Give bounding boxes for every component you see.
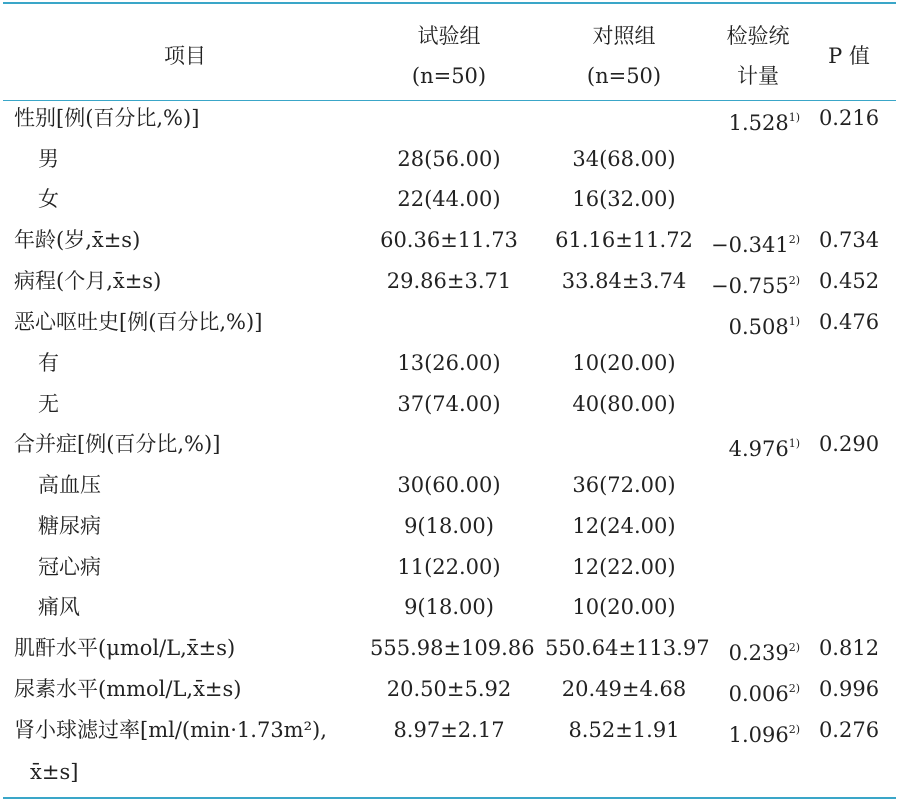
stat-value: 4.976$^{1)}$ [728, 437, 800, 461]
footnote-marker: 2) [788, 641, 800, 654]
bottom-rule [3, 797, 896, 799]
table-row [0, 302, 900, 342]
ctl-value: 33.84±3.74 [561, 269, 687, 293]
row-label: 病程(个月,x̄±s) [14, 269, 162, 293]
table-row [0, 343, 900, 383]
row-label: 无 [38, 392, 59, 416]
row-label: 性别[例(百分比,%)] [14, 106, 200, 130]
row-label: 年龄(岁,x̄±s) [14, 228, 141, 252]
p-value: 0.476 [818, 310, 880, 334]
row-label: 合并症[例(百分比,%)] [14, 432, 221, 456]
p-value: 0.452 [818, 269, 880, 293]
table-row [0, 261, 900, 301]
ctl-value: 10(20.00) [572, 351, 676, 375]
table-row [0, 628, 900, 668]
table-row [0, 587, 900, 627]
header-stat-line2: 计量 [737, 64, 779, 88]
p-value: 0.812 [818, 636, 880, 660]
footnote-marker: 1) [788, 315, 800, 328]
ctl-value: 40(80.00) [572, 392, 676, 416]
stat-value: −0.341$^{2)}$ [710, 233, 800, 257]
footnote-marker: 2) [788, 274, 800, 287]
p-value: 0.996 [818, 677, 880, 701]
table-row [0, 547, 900, 587]
exp-value: 60.36±11.73 [380, 228, 518, 252]
stat-value: 1.096$^{2)}$ [728, 723, 800, 747]
p-value: 0.734 [818, 228, 880, 252]
ctl-value: 36(72.00) [572, 473, 676, 497]
exp-value: 30(60.00) [397, 473, 501, 497]
row-label: 男 [38, 147, 59, 171]
stat-value: 0.239$^{2)}$ [728, 641, 800, 665]
header-exp-title: 试验组 [417, 24, 481, 48]
stat-value: 1.528$^{1)}$ [728, 111, 800, 135]
exp-value: 22(44.00) [397, 187, 501, 211]
ctl-value: 20.49±4.68 [561, 677, 687, 701]
ctl-value: 16(32.00) [572, 187, 676, 211]
ctl-value: 12(22.00) [572, 555, 676, 579]
p-value: 0.216 [818, 106, 880, 130]
exp-value: 37(74.00) [397, 392, 501, 416]
table-row [0, 465, 900, 505]
row-label: 糖尿病 [38, 514, 101, 538]
table-row [0, 98, 900, 138]
ctl-value: 8.52±1.91 [568, 718, 680, 742]
row-label: 尿素水平(mmol/L,x̄±s) [14, 677, 242, 701]
row-label: 冠心病 [38, 555, 101, 579]
ctl-value: 34(68.00) [572, 147, 676, 171]
p-value: 0.290 [818, 432, 880, 456]
p-value: 0.276 [818, 718, 880, 742]
footnote-marker: 2) [788, 682, 800, 695]
exp-value: 13(26.00) [397, 351, 501, 375]
row-label: 女 [38, 187, 59, 211]
row-label: 有 [38, 351, 59, 375]
stat-value: −0.755$^{2)}$ [710, 274, 800, 298]
ctl-value: 10(20.00) [572, 595, 676, 619]
table-row [0, 384, 900, 424]
header-ctl-title: 对照组 [592, 24, 656, 48]
row-label: 痛风 [38, 595, 80, 619]
footnote-marker: 1) [788, 437, 800, 450]
table-row [0, 710, 900, 750]
footnote-marker: 2) [788, 723, 800, 736]
exp-value: 9(18.00) [404, 595, 494, 619]
footnote-marker: 2) [788, 233, 800, 246]
ctl-value: 12(24.00) [572, 514, 676, 538]
table-row [0, 179, 900, 219]
table-row [0, 424, 900, 464]
stat-value: 0.006$^{2)}$ [728, 682, 800, 706]
header-exp-n: (n=50) [411, 64, 487, 88]
exp-value: 555.98±109.86 [370, 636, 535, 660]
header-p: P 值 [828, 44, 870, 68]
row-label: 恶心呕吐史[例(百分比,%)] [14, 310, 263, 334]
row-label: 肾小球滤过率[ml/(min·1.73m²), [14, 718, 327, 742]
row-label-continuation: x̄±s] [30, 760, 79, 784]
header-item: 项目 [164, 44, 206, 68]
ctl-value: 61.16±11.72 [555, 228, 693, 252]
exp-value: 29.86±3.71 [386, 269, 512, 293]
table-row [0, 139, 900, 179]
row-label: 肌酐水平(μmol/L,x̄±s) [14, 636, 236, 660]
row-label: 高血压 [38, 473, 101, 497]
header-ctl-n: (n=50) [586, 64, 662, 88]
exp-value: 9(18.00) [404, 514, 494, 538]
exp-value: 28(56.00) [397, 147, 501, 171]
table-row [0, 506, 900, 546]
top-rule [3, 2, 896, 4]
ctl-value: 550.64±113.97 [545, 636, 710, 660]
table-row [0, 220, 900, 260]
exp-value: 8.97±2.17 [393, 718, 505, 742]
header-stat-line1: 检验统 [726, 24, 790, 48]
table-row [0, 669, 900, 709]
stat-value: 0.508$^{1)}$ [728, 315, 800, 339]
exp-value: 11(22.00) [397, 555, 501, 579]
footnote-marker: 1) [788, 111, 800, 124]
exp-value: 20.50±5.92 [386, 677, 512, 701]
